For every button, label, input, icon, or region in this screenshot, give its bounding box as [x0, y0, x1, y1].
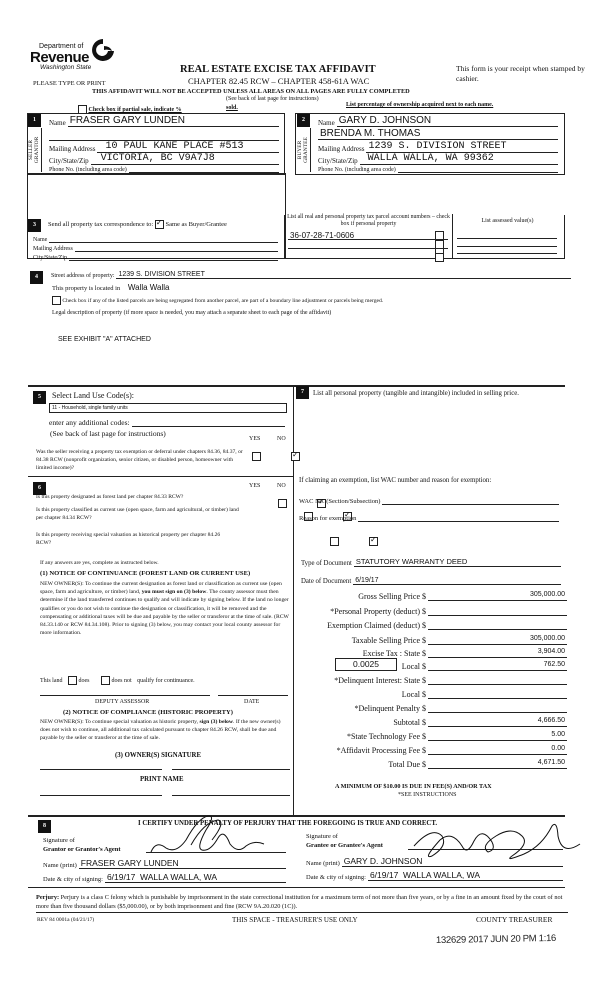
does-not-label: does not [111, 677, 132, 684]
ownership-pct-note: List percentage of ownership acquired next to each name. [346, 102, 494, 108]
owner-signature-label: (3) OWNER(S) SIGNATURE [115, 752, 201, 759]
buyer-city-field[interactable]: WALLA WALLA, WA 99362 [360, 154, 558, 165]
seller-city-label: City/State/Zip [49, 157, 89, 165]
state-technology-fee-row: *State Technology Fee $ 5.00 [346, 731, 565, 741]
deputy-assessor-line[interactable] [40, 695, 210, 696]
additional-codes-row [49, 416, 285, 427]
seller-name2-row [49, 130, 279, 141]
continuance-title: (1) NOTICE OF CONTINUANCE (FOREST LAND OR CURRENT USE) [40, 570, 251, 577]
buyer-mailing-row [318, 142, 558, 153]
assessed-value-3[interactable] [457, 253, 557, 254]
personal-property-deduct-row: *Personal Property (deduct) $ [305, 605, 567, 616]
grantee-signature-label: Signature of Grantee or Grantee's Agent [306, 833, 383, 849]
wac-label: WAC No. (Section/Subsection) [299, 498, 381, 505]
parcels-divider [452, 214, 453, 258]
corr-city-label: City/State/Zip [33, 255, 67, 261]
parcel-row-2 [288, 240, 448, 249]
property-street-field[interactable]: 1239 S. DIVISION STREET [116, 268, 571, 279]
does-label: does [78, 677, 90, 684]
current-use-question: Is this property classified as current use (open space, farm and agricultural, or timber) land per chapter 84.34 RCW? [36, 507, 239, 521]
assessor-date-line[interactable] [218, 695, 288, 696]
corr-name-row [33, 234, 278, 243]
buyer-phone-label: Phone No. (including area code) [318, 167, 396, 173]
exemption-claimed-row: Exemption Claimed (deduct) $ [305, 619, 567, 630]
grantor-signature-scribble [146, 810, 266, 860]
print-name-line-1[interactable] [40, 795, 162, 796]
excise-tax-state-row: Excise Tax : State $ 3,904.00 [362, 648, 565, 658]
historical-no-checkbox[interactable] [369, 537, 378, 546]
excise-tax-local-row: Local $ 762.50 [401, 661, 565, 671]
buyer-name2-field[interactable]: BRENDA M. THOMAS [318, 129, 558, 140]
form-number: REV 84 0001a (04/21/17) [37, 917, 95, 923]
forest-land-yes-checkbox[interactable] [278, 499, 287, 508]
grantee-date-field[interactable]: 6/19/17 WALLA WALLA, WA [368, 870, 563, 881]
total-due-row: Total Due $ 4,671.50 [388, 759, 565, 769]
exemption-yes-header: YES [249, 436, 261, 442]
section-1-badge: 1 [28, 114, 41, 127]
buyer-mailing-field[interactable]: 1239 S. DIVISION STREET [366, 142, 558, 153]
perjury-statement: Perjury: Perjury is a class C felony which is punishable by imprisonment in the state correctional institution for a maximum term of not more than five years, or by a fine in an amount fixed by the court of not more than five thousand dollars ($5,000.00), or by both imprisonment and fine (RCW 9A.20.020 (1C)). [36, 894, 563, 910]
qualify-label: qualify for continuance. [137, 677, 195, 684]
seller-name2-field[interactable] [49, 130, 279, 141]
footer-rule [36, 912, 568, 913]
delinquent-interest-local-row: Local $ [305, 688, 567, 699]
land-use-select[interactable]: 11 - Household, single family units [49, 403, 287, 413]
section-7-badge: 7 [296, 386, 309, 399]
doc-type-label: Type of Document [301, 560, 352, 567]
corr-name-field[interactable] [49, 234, 278, 243]
assessor-date-label: DATE [244, 699, 260, 705]
seller-city-field[interactable]: VICTORIA, BC V9A7J8 [91, 154, 279, 165]
exemption-claimed-value[interactable] [428, 619, 567, 630]
exemption-no-checkbox[interactable] [291, 452, 300, 461]
buyer-label: BUYER [297, 140, 303, 160]
seller-phone-row [49, 164, 279, 173]
if-yes-note: If any answers are yes, complete as instructed below. [40, 560, 159, 566]
historical-question: Is this property receiving special valuation as historical property per chapter 84.26 RCW? [36, 532, 221, 546]
seller-side-label [28, 128, 42, 172]
section-6-badge: 6 [33, 482, 46, 495]
form-chapter: CHAPTER 82.45 RCW – CHAPTER 458-61A WAC [188, 76, 370, 86]
exemption-question: Was the seller receiving a property tax exemption or deferral under chapters 84.36, 84.37, or 84.38 RCW (nonprofit organization, senior citizen, or disabled person, homeowner with limited income)? [36, 449, 243, 471]
lower-section-right-border [290, 385, 565, 387]
continuance-text: NEW OWNER(S): To continue the current designation as forest land or classification as current use (open space, farm and agriculture, or timber) land, you must sign on (3) below. The county assessor must then determine if the land transferred continues to qualify and will indicate by signing below. If the land no longer qualifies or you do not wish to continue the designation or classification, it will be removed and the compensating or additional taxes will be due and payable by the seller or transferor at the time of sale. (RCW 84.33.140 or RCW 84.34.108). Prior to signing (3) below, you may contact your local county assessor for more information. [40, 581, 289, 637]
property-street-label: Street address of property: [51, 273, 115, 279]
compliance-text: NEW OWNER(S): To continue special valuation as historic property, sign (3) below. If the new owner(s) does not wish to continue, all additional tax calculated pursuant to chapter 84.26 RCW, shall be due and payable by the seller or transferor at the time of sale. [40, 719, 281, 741]
buyer-name2-row [318, 129, 558, 140]
section-8-badge: 8 [38, 820, 51, 833]
buyer-phone-row [318, 164, 558, 173]
exemption-yes-checkbox[interactable] [252, 452, 261, 461]
does-checkbox[interactable] [68, 676, 77, 685]
affidavit-processing-fee-value[interactable]: 0.00 [428, 744, 567, 755]
property-located-row [52, 283, 170, 292]
excise-tax-state-value[interactable]: 3,904.00 [428, 647, 567, 658]
seller-name-field[interactable]: FRASER GARY LUNDEN [68, 116, 279, 127]
section-3-number: 3 [28, 219, 41, 232]
grantor-name-field[interactable]: FRASER GARY LUNDEN [79, 858, 286, 869]
print-name-label: PRINT NAME [140, 776, 184, 783]
grantee-date-row [306, 870, 563, 881]
seller-name-row [49, 116, 279, 127]
county-treasurer-label: COUNTY TREASURER [476, 915, 553, 924]
lower-section-top-border [28, 385, 290, 387]
grantor-date-field[interactable]: 6/19/17 WALLA WALLA, WA [105, 872, 286, 883]
section-6-border [28, 476, 293, 477]
designations-no-header: NO [277, 483, 286, 489]
see-back-note: (See back of last page for instructions) [226, 96, 319, 102]
treasurer-stamp: 132629 2017 JUN 20 PM 1:16 [435, 932, 557, 947]
wac-row [299, 494, 559, 505]
does-not-checkbox[interactable] [101, 676, 110, 685]
gross-selling-price-value[interactable]: 305,000.00 [428, 590, 567, 601]
parcel-number-1: 36-07-28-71-0606 [290, 231, 355, 240]
assessed-value-2[interactable] [457, 246, 557, 247]
designations-yes-header: YES [249, 483, 261, 489]
seller-label: SELLER [28, 139, 34, 161]
seller-mailing-label: Mailing Address [49, 145, 96, 153]
legal-label: Legal description of property (if more space is needed, you may attach a separate sheet to each page of the affidavit) [52, 310, 332, 316]
grantor-date-row [43, 872, 286, 883]
doc-date-row [301, 574, 561, 585]
corr-mailing-row [33, 243, 278, 252]
section-4-badge: 4 [30, 271, 43, 284]
seller-phone-label: Phone No. (including area code) [49, 167, 127, 173]
doc-date-field[interactable]: 6/19/17 [353, 574, 561, 585]
parcel-row-1 [288, 230, 448, 240]
section-5-badge: 5 [33, 391, 46, 404]
grantee-label: GRANTEE [303, 137, 309, 163]
seller-phone-field[interactable] [129, 164, 279, 173]
doc-date-label: Date of Document [301, 578, 352, 585]
delinquent-penalty-value[interactable] [428, 702, 567, 713]
buyer-name-field[interactable]: GARY D. JOHNSON [337, 116, 558, 127]
owner-signature-line-2[interactable] [172, 769, 290, 770]
see-instructions-note: *SEE INSTRUCTIONS [398, 792, 457, 798]
please-type: PLEASE TYPE OR PRINT [33, 80, 106, 87]
historical-yes-checkbox[interactable] [330, 537, 339, 546]
same-as-buyer-label: Same as Buyer/Grantee [165, 220, 227, 228]
additional-codes-field[interactable] [132, 416, 285, 427]
this-land-label: This land [40, 677, 63, 684]
corr-name-label: Name [33, 237, 48, 243]
parties-box-right [284, 113, 285, 173]
reason-label: Reason for exemption [299, 515, 357, 522]
treasurer-use-label: THIS SPACE - TREASURER'S USE ONLY [232, 916, 358, 924]
sold-text: sold. [226, 105, 238, 111]
land-use-label: Select Land Use Code(s): [52, 391, 134, 400]
buyer-name-label: Name [318, 119, 335, 127]
buyer-name-row [318, 116, 558, 127]
grantor-name-label: Name (print) [43, 862, 77, 869]
grantor-label: GRANTOR [34, 136, 40, 164]
grantee-name-label: Name (print) [306, 860, 340, 867]
grantor-signature-label: Signature of Grantor or Grantor's Agent [43, 837, 121, 853]
personal-property-label: List all personal property (tangible and intangible) included in selling price. [313, 390, 519, 397]
seller-mailing-field[interactable]: 10 PAUL KANE PLACE #513 [97, 142, 279, 153]
taxable-selling-price-row: Taxable Selling Price $ 305,000.00 [351, 635, 565, 645]
grantee-date-label: Date & city of signing: [306, 874, 366, 881]
dor-dept-text: Department of [39, 43, 84, 50]
corr-mailing-label: Mailing Address [33, 246, 73, 252]
buyer-mailing-label: Mailing Address [318, 145, 365, 153]
corr-city-field[interactable] [69, 252, 278, 261]
property-located-value: Walla Walla [127, 283, 170, 292]
reason-field[interactable] [358, 511, 559, 522]
property-street-row [51, 268, 571, 279]
form-title: REAL ESTATE EXCISE TAX AFFIDAVIT [180, 64, 376, 75]
doc-type-field[interactable]: STATUTORY WARRANTY DEED [354, 556, 561, 567]
same-as-buyer-checkbox[interactable] [155, 220, 164, 229]
segregated-checkbox[interactable] [52, 296, 61, 305]
correspondence-row [48, 220, 227, 229]
buyer-city-label: City/State/Zip [318, 157, 358, 165]
certification-statement: I CERTIFY UNDER PENALTY OF PERJURY THAT THE FOREGOING IS TRUE AND CORRECT. [138, 820, 438, 827]
grantee-name-field[interactable]: GARY D. JOHNSON [342, 856, 563, 867]
affidavit-processing-fee-row: *Affidavit Processing Fee $ 0.00 [336, 745, 565, 755]
dor-swirl-icon [90, 37, 116, 63]
doc-type-row [301, 556, 561, 567]
parcel-personal-checkbox-4[interactable] [435, 253, 444, 262]
corr-city-row [33, 252, 278, 261]
segregated-label: Check box if any of the listed parcels are being segregated from another parcel, are part of a boundary line adjustment or parcels being merged. [62, 297, 384, 304]
section-2-badge: 2 [297, 114, 310, 127]
total-due-value[interactable]: 4,671.50 [428, 758, 567, 769]
segregated-row [52, 296, 383, 305]
gross-selling-price-row: Gross Selling Price $ 305,000.00 [358, 591, 565, 601]
exemption-instructions: If claiming an exemption, list WAC number and reason for exemption: [299, 477, 492, 484]
receipt-note: This form is your receipt when stamped by cashier. [456, 64, 585, 83]
dor-state-text: Washington State [40, 64, 92, 71]
forest-land-question: Is this property designated as forest land per chapter 84.33 RCW? [36, 494, 184, 500]
grantor-date-label: Date & city of signing: [43, 876, 103, 883]
owner-signature-line-1[interactable] [40, 769, 162, 770]
property-located-label: This property is located in [52, 285, 121, 292]
grantor-name-row [43, 858, 286, 869]
deputy-assessor-label: DEPUTY ASSESSOR [95, 699, 150, 705]
parcel-personal-checkbox-1[interactable] [435, 231, 444, 240]
assessed-header: List assessed value(s) [481, 218, 534, 224]
local-rate-box[interactable]: 0.0025 [335, 658, 397, 671]
subtotal-value[interactable]: 4,666.50 [428, 716, 567, 727]
state-technology-fee-value[interactable]: 5.00 [428, 730, 567, 741]
personal-property-deduct-value[interactable] [428, 605, 567, 616]
excise-tax-local-value[interactable]: 762.50 [428, 660, 567, 671]
delinquent-interest-state-value[interactable] [428, 674, 567, 685]
buyer-phone-field[interactable] [398, 164, 558, 173]
dor-logo [28, 32, 128, 72]
reason-row [299, 511, 559, 522]
compliance-title: (2) NOTICE OF COMPLIANCE (HISTORIC PROPERTY) [63, 709, 233, 716]
delinquent-interest-local-value[interactable] [428, 688, 567, 699]
land-use-see-back: (See back of last page for instructions) [50, 429, 166, 438]
taxable-selling-price-value[interactable]: 305,000.00 [428, 634, 567, 645]
correspondence-label: Send all property tax correspondence to: [48, 220, 154, 228]
legal-description[interactable]: SEE EXHIBIT "A" ATTACHED [58, 336, 151, 343]
dor-revenue-text: Revenue [30, 49, 90, 66]
this-land-row [40, 676, 195, 685]
delinquent-interest-state-row: *Delinquent Interest: State $ [305, 674, 567, 685]
buyer-side-label [297, 128, 311, 172]
section-8-bottom-border [28, 887, 565, 888]
warning-text: THIS AFFIDAVIT WILL NOT BE ACCEPTED UNLESS ALL AREAS ON ALL PAGES ARE FULLY COMPLETED [92, 88, 410, 95]
delinquent-penalty-row: *Delinquent Penalty $ [305, 702, 567, 713]
parcels-header: List all real and personal property tax parcel account numbers – check box if personal property [287, 214, 450, 227]
grantee-name-row [306, 856, 563, 867]
additional-codes-label: enter any additional codes: [49, 418, 130, 427]
wac-field[interactable] [382, 494, 559, 505]
seller-name-label: Name [49, 119, 66, 127]
exemption-no-header: NO [277, 436, 286, 442]
print-name-line-2[interactable] [172, 795, 290, 796]
seller-mailing-row [49, 142, 279, 153]
assessed-value-1[interactable] [457, 238, 557, 239]
corr-mailing-field[interactable] [75, 243, 278, 252]
minimum-fee-note: A MINIMUM OF $10.00 IS DUE IN FEE(S) AND/OR TAX [335, 783, 492, 790]
subtotal-row: Subtotal $ 4,666.50 [393, 717, 565, 727]
partial-sale-label: Check box if partial sale, indicate % [88, 106, 182, 113]
